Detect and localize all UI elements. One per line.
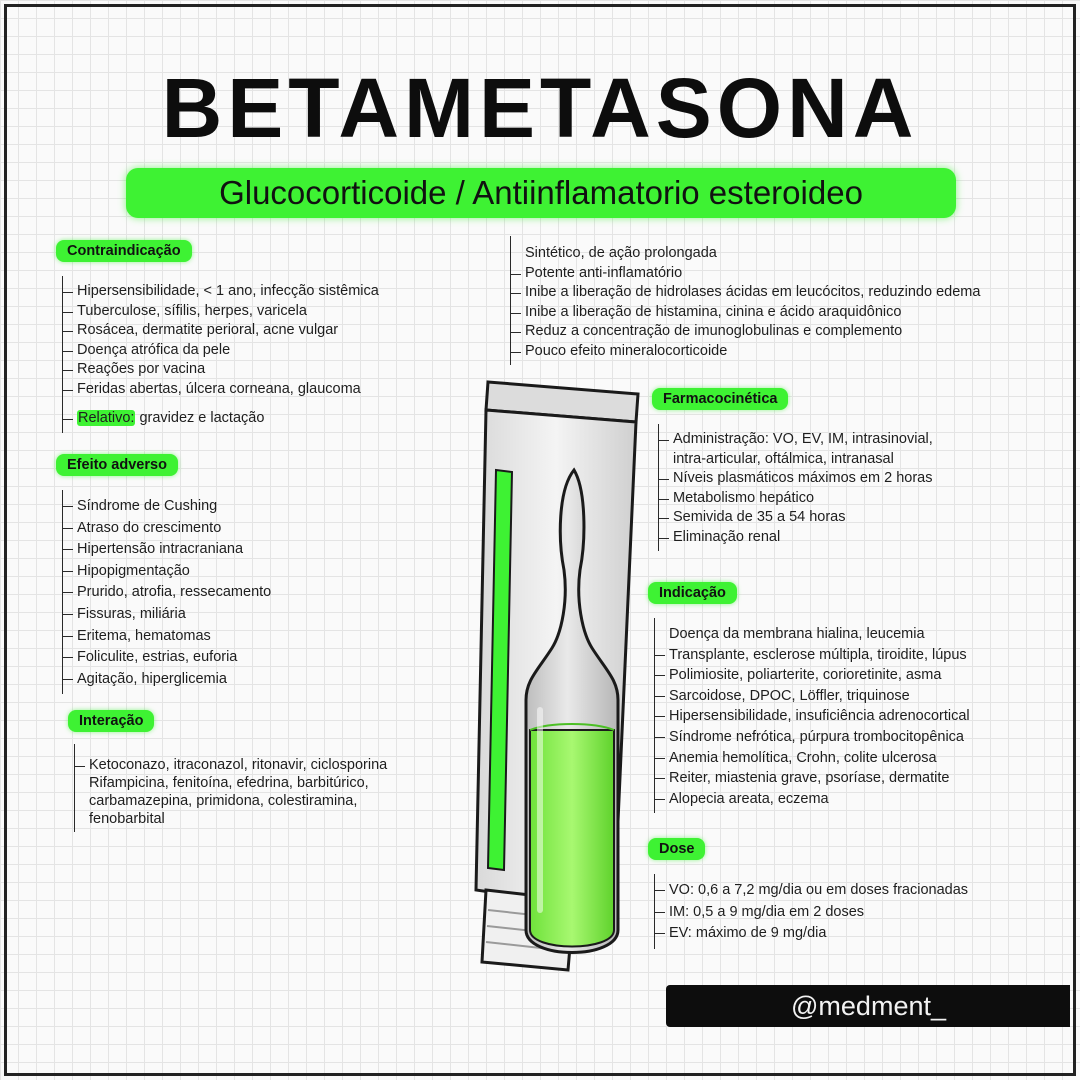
intro-list: [510, 236, 980, 365]
intro-item: Inibe a liberação de histamina, cinina e ácido araquidônico: [525, 303, 980, 323]
indicacao-item: Síndrome nefrótica, púrpura trombocitopênica: [669, 727, 970, 748]
efeito-adverso-item: Síndrome de Cushing: [77, 496, 271, 518]
intro-item: Pouco efeito mineralocorticoide: [525, 342, 980, 362]
author-handle: @medment_: [791, 991, 946, 1021]
dose-list: [654, 874, 968, 949]
relative-text: gravidez e lactação: [135, 410, 265, 426]
dose-item: VO: 0,6 a 7,2 mg/dia ou em doses fracionadas: [669, 880, 968, 902]
farmacocinetica-item: Semivida de 35 a 54 horas: [673, 508, 933, 528]
interacao-list: [74, 744, 387, 832]
farmacocinetica-item: Eliminação renal: [673, 528, 933, 548]
efeito-adverso-item: Foliculite, estrias, euforia: [77, 647, 271, 669]
indicacao-section: [648, 582, 970, 813]
indicacao-item: Transplante, esclerose múltipla, tiroidite, lúpus: [669, 645, 970, 666]
contraindicacao-item: Rosácea, dermatite perioral, acne vulgar: [77, 321, 379, 341]
farmacocinetica-item: Administração: VO, EV, IM, intrasinovial,: [673, 430, 933, 450]
dose-item: IM: 0,5 a 9 mg/dia em 2 doses: [669, 902, 968, 924]
farmacocinetica-item: Níveis plasmáticos máximos em 2 horas: [673, 469, 933, 489]
contraindicacao-item: Doença atrófica da pele: [77, 341, 379, 361]
interacao-item: Ketoconazo, itraconazol, ritonavir, ciclosporina: [89, 757, 388, 773]
intro-item: Potente anti-inflamatório: [525, 264, 980, 284]
indicacao-item: Hipersensibilidade, insuficiência adrenocortical: [669, 706, 970, 727]
interacao-heading: Interação: [68, 710, 154, 732]
intro-item: Inibe a liberação de hidrolases ácidas em leucócitos, reduzindo edema: [525, 283, 980, 303]
farmacocinetica-item: intra-articular, oftálmica, intranasal: [673, 450, 894, 467]
farmacocinetica-list: [658, 424, 933, 551]
indicacao-list: [654, 618, 970, 813]
efeito-adverso-item: Hipertensão intracraniana: [77, 539, 271, 561]
farmacocinetica-item: Metabolismo hepático: [673, 489, 933, 509]
intro-item: Sintético, de ação prolongada: [525, 245, 717, 261]
dose-item: EV: máximo de 9 mg/dia: [669, 923, 968, 945]
intro-section: [510, 236, 980, 365]
efeito-adverso-item: Agitação, hiperglicemia: [77, 669, 271, 691]
interacao-section: [68, 710, 387, 832]
contraindicacao-relative: [77, 409, 379, 429]
efeito-adverso-heading: Efeito adverso: [56, 454, 178, 476]
interacao-item: carbamazepina, primidona, colestiramina,: [89, 793, 358, 809]
farmacocinetica-heading: Farmacocinética: [652, 388, 788, 410]
contraindicacao-heading: Contraindicação: [56, 240, 192, 262]
indicacao-item: Doença da membrana hialina, leucemia: [669, 626, 925, 642]
efeito-adverso-item: Atraso do crescimento: [77, 518, 271, 540]
efeito-adverso-item: Hipopigmentação: [77, 561, 271, 583]
indicacao-item: Reiter, miastenia grave, psoríase, dermatite: [669, 768, 970, 789]
efeito-adverso-item: Prurido, atrofia, ressecamento: [77, 582, 271, 604]
efeito-adverso-item: Eritema, hematomas: [77, 626, 271, 648]
efeito-adverso-item: Fissuras, miliária: [77, 604, 271, 626]
contraindicacao-item: Reações por vacina: [77, 360, 379, 380]
indicacao-heading: Indicação: [648, 582, 737, 604]
indicacao-item: Anemia hemolítica, Crohn, colite ulcerosa: [669, 748, 970, 769]
contraindicacao-item: Feridas abertas, úlcera corneana, glaucoma: [77, 380, 379, 400]
author-handle-bar: [666, 985, 1070, 1027]
indicacao-item: Sarcoidose, DPOC, Löffler, triquinose: [669, 686, 970, 707]
contraindicacao-item: Tuberculose, sífilis, herpes, varicela: [77, 302, 379, 322]
dose-heading: Dose: [648, 838, 705, 860]
contraindicacao-item: Hipersensibilidade, < 1 ano, infecção sistêmica: [77, 282, 379, 302]
dose-section: [648, 838, 968, 949]
indicacao-item: Alopecia areata, eczema: [669, 789, 970, 810]
page-title: BETAMETASONA: [161, 61, 919, 155]
indicacao-item: Polimiosite, poliarterite, corioretinite, asma: [669, 665, 970, 686]
efeito-adverso-list: [62, 490, 271, 694]
contraindicacao-section: [56, 240, 379, 433]
relative-highlight: Relativo:: [78, 410, 135, 426]
interacao-item: Rifampicina, fenitoína, efedrina, barbitúrico,: [89, 775, 369, 791]
farmacocinetica-section: [652, 388, 933, 551]
drug-class-banner: Glucocorticoide / Antiinflamatorio esteroideo: [126, 168, 956, 218]
contraindicacao-list: [62, 276, 379, 433]
intro-item: Reduz a concentração de imunoglobulinas e complemento: [525, 322, 980, 342]
interacao-item: fenobarbital: [89, 811, 165, 827]
efeito-adverso-section: [56, 454, 271, 694]
drug-illustration: [440, 370, 660, 1000]
